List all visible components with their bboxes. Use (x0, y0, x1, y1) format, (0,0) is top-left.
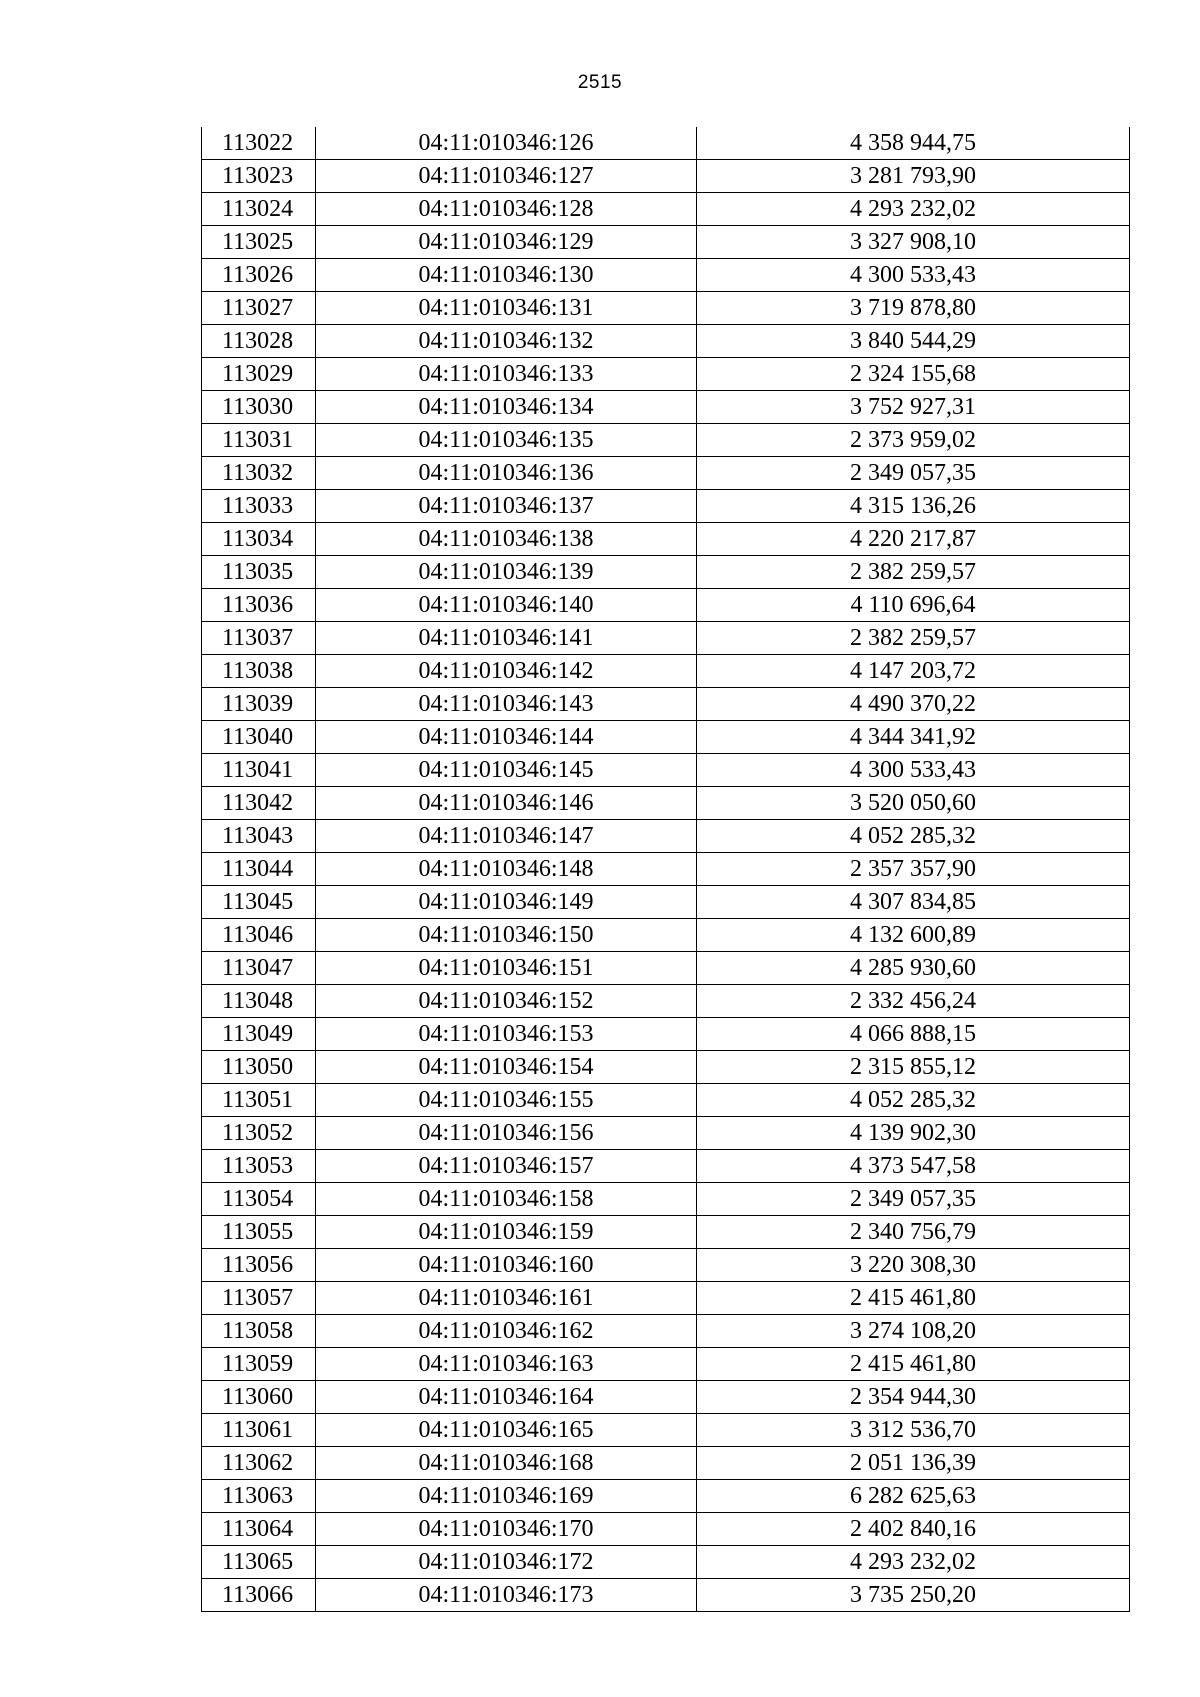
row-number-cell: 113032 (202, 457, 316, 490)
row-number-cell: 113024 (202, 193, 316, 226)
cadastral-number-cell: 04:11:010346:163 (316, 1348, 697, 1381)
cadastral-value-cell: 2 349 057,35 (697, 1183, 1130, 1216)
cadastral-value-cell: 2 354 944,30 (697, 1381, 1130, 1414)
cadastral-number-cell: 04:11:010346:159 (316, 1216, 697, 1249)
cadastral-number-cell: 04:11:010346:126 (316, 127, 697, 160)
table-row (202, 688, 1130, 721)
table-row (202, 1150, 1130, 1183)
table-row (202, 226, 1130, 259)
table-row (202, 457, 1130, 490)
cadastral-number-cell: 04:11:010346:142 (316, 655, 697, 688)
table-row (202, 787, 1130, 820)
cadastral-value-cell: 3 274 108,20 (697, 1315, 1130, 1348)
cadastral-number-cell: 04:11:010346:139 (316, 556, 697, 589)
cadastral-value-cell: 4 300 533,43 (697, 259, 1130, 292)
cadastral-value-cell: 4 307 834,85 (697, 886, 1130, 919)
cadastral-value-cell: 3 312 536,70 (697, 1414, 1130, 1447)
cadastral-value-cell: 4 139 902,30 (697, 1117, 1130, 1150)
row-number-cell: 113047 (202, 952, 316, 985)
cadastral-number-cell: 04:11:010346:134 (316, 391, 697, 424)
cadastral-value-cell: 4 490 370,22 (697, 688, 1130, 721)
row-number-cell: 113022 (202, 127, 316, 160)
cadastral-value-cell: 4 110 696,64 (697, 589, 1130, 622)
row-number-cell: 113023 (202, 160, 316, 193)
row-number-cell: 113062 (202, 1447, 316, 1480)
cadastral-number-cell: 04:11:010346:149 (316, 886, 697, 919)
table-row (202, 358, 1130, 391)
table-row (202, 127, 1130, 160)
row-number-cell: 113060 (202, 1381, 316, 1414)
cadastral-number-cell: 04:11:010346:157 (316, 1150, 697, 1183)
cadastral-number-cell: 04:11:010346:128 (316, 193, 697, 226)
row-number-cell: 113059 (202, 1348, 316, 1381)
row-number-cell: 113027 (202, 292, 316, 325)
cadastral-value-cell: 3 719 878,80 (697, 292, 1130, 325)
row-number-cell: 113035 (202, 556, 316, 589)
row-number-cell: 113031 (202, 424, 316, 457)
row-number-cell: 113048 (202, 985, 316, 1018)
cadastral-value-cell: 3 220 308,30 (697, 1249, 1130, 1282)
cadastral-number-cell: 04:11:010346:148 (316, 853, 697, 886)
cadastral-value-cell: 3 752 927,31 (697, 391, 1130, 424)
row-number-cell: 113039 (202, 688, 316, 721)
table-row (202, 1084, 1130, 1117)
cadastral-number-cell: 04:11:010346:170 (316, 1513, 697, 1546)
table-row (202, 391, 1130, 424)
row-number-cell: 113065 (202, 1546, 316, 1579)
table-row (202, 1216, 1130, 1249)
table-row (202, 1513, 1130, 1546)
cadastral-number-cell: 04:11:010346:151 (316, 952, 697, 985)
cadastral-value-cell: 4 052 285,32 (697, 1084, 1130, 1117)
row-number-cell: 113064 (202, 1513, 316, 1546)
cadastral-number-cell: 04:11:010346:130 (316, 259, 697, 292)
cadastral-value-cell: 4 132 600,89 (697, 919, 1130, 952)
cadastral-value-cell: 4 052 285,32 (697, 820, 1130, 853)
cadastral-number-cell: 04:11:010346:168 (316, 1447, 697, 1480)
table-row (202, 292, 1130, 325)
table-row (202, 1282, 1130, 1315)
table-row (202, 1579, 1130, 1612)
table-row (202, 589, 1130, 622)
cadastral-number-cell: 04:11:010346:145 (316, 754, 697, 787)
table-row (202, 754, 1130, 787)
page-number: 2515 (577, 72, 623, 93)
cadastral-number-cell: 04:11:010346:138 (316, 523, 697, 556)
table-row (202, 1018, 1130, 1051)
table-row (202, 490, 1130, 523)
row-number-cell: 113026 (202, 259, 316, 292)
cadastral-value-cell: 2 324 155,68 (697, 358, 1130, 391)
row-number-cell: 113030 (202, 391, 316, 424)
cadastral-value-cell: 4 220 217,87 (697, 523, 1130, 556)
table-row (202, 523, 1130, 556)
cadastral-number-cell: 04:11:010346:137 (316, 490, 697, 523)
cadastral-number-cell: 04:11:010346:135 (316, 424, 697, 457)
cadastral-number-cell: 04:11:010346:172 (316, 1546, 697, 1579)
row-number-cell: 113061 (202, 1414, 316, 1447)
row-number-cell: 113063 (202, 1480, 316, 1513)
cadastral-number-cell: 04:11:010346:152 (316, 985, 697, 1018)
row-number-cell: 113051 (202, 1084, 316, 1117)
table-row (202, 1447, 1130, 1480)
cadastral-number-cell: 04:11:010346:173 (316, 1579, 697, 1612)
table-row (202, 1315, 1130, 1348)
row-number-cell: 113052 (202, 1117, 316, 1150)
cadastral-number-cell: 04:11:010346:141 (316, 622, 697, 655)
cadastral-value-cell: 4 315 136,26 (697, 490, 1130, 523)
cadastral-number-cell: 04:11:010346:169 (316, 1480, 697, 1513)
cadastral-value-cell: 2 402 840,16 (697, 1513, 1130, 1546)
table-row (202, 325, 1130, 358)
cadastral-value-table (201, 127, 1130, 1612)
cadastral-value-cell: 4 373 547,58 (697, 1150, 1130, 1183)
cadastral-number-cell: 04:11:010346:165 (316, 1414, 697, 1447)
cadastral-number-cell: 04:11:010346:146 (316, 787, 697, 820)
cadastral-number-cell: 04:11:010346:132 (316, 325, 697, 358)
table-row (202, 1414, 1130, 1447)
cadastral-value-cell: 2 340 756,79 (697, 1216, 1130, 1249)
cadastral-value-cell: 4 300 533,43 (697, 754, 1130, 787)
row-number-cell: 113033 (202, 490, 316, 523)
table-row (202, 853, 1130, 886)
table-row (202, 985, 1130, 1018)
cadastral-number-cell: 04:11:010346:161 (316, 1282, 697, 1315)
table-row (202, 556, 1130, 589)
cadastral-value-cell: 4 285 930,60 (697, 952, 1130, 985)
cadastral-number-cell: 04:11:010346:129 (316, 226, 697, 259)
table-body (202, 127, 1130, 1612)
cadastral-number-cell: 04:11:010346:136 (316, 457, 697, 490)
cadastral-value-cell: 6 282 625,63 (697, 1480, 1130, 1513)
row-number-cell: 113041 (202, 754, 316, 787)
cadastral-number-cell: 04:11:010346:143 (316, 688, 697, 721)
row-number-cell: 113044 (202, 853, 316, 886)
cadastral-value-cell: 2 332 456,24 (697, 985, 1130, 1018)
row-number-cell: 113034 (202, 523, 316, 556)
cadastral-number-cell: 04:11:010346:150 (316, 919, 697, 952)
cadastral-value-cell: 2 382 259,57 (697, 622, 1130, 655)
row-number-cell: 113042 (202, 787, 316, 820)
row-number-cell: 113045 (202, 886, 316, 919)
cadastral-value-cell: 4 358 944,75 (697, 127, 1130, 160)
cadastral-value-cell: 4 066 888,15 (697, 1018, 1130, 1051)
cadastral-number-cell: 04:11:010346:147 (316, 820, 697, 853)
table-row (202, 820, 1130, 853)
row-number-cell: 113029 (202, 358, 316, 391)
table-row (202, 193, 1130, 226)
row-number-cell: 113028 (202, 325, 316, 358)
row-number-cell: 113040 (202, 721, 316, 754)
cadastral-number-cell: 04:11:010346:156 (316, 1117, 697, 1150)
row-number-cell: 113038 (202, 655, 316, 688)
row-number-cell: 113053 (202, 1150, 316, 1183)
row-number-cell: 113066 (202, 1579, 316, 1612)
cadastral-value-cell: 3 840 544,29 (697, 325, 1130, 358)
cadastral-value-cell: 4 147 203,72 (697, 655, 1130, 688)
row-number-cell: 113046 (202, 919, 316, 952)
row-number-cell: 113057 (202, 1282, 316, 1315)
table-row (202, 424, 1130, 457)
cadastral-number-cell: 04:11:010346:158 (316, 1183, 697, 1216)
table-row (202, 259, 1130, 292)
row-number-cell: 113043 (202, 820, 316, 853)
table-row (202, 919, 1130, 952)
cadastral-number-cell: 04:11:010346:133 (316, 358, 697, 391)
cadastral-number-cell: 04:11:010346:127 (316, 160, 697, 193)
table-row (202, 1249, 1130, 1282)
cadastral-value-cell: 3 281 793,90 (697, 160, 1130, 193)
table-row (202, 655, 1130, 688)
table-row (202, 1183, 1130, 1216)
row-number-cell: 113049 (202, 1018, 316, 1051)
table-row (202, 1117, 1130, 1150)
row-number-cell: 113056 (202, 1249, 316, 1282)
cadastral-number-cell: 04:11:010346:144 (316, 721, 697, 754)
table-row (202, 1381, 1130, 1414)
cadastral-value-cell: 4 344 341,92 (697, 721, 1130, 754)
row-number-cell: 113036 (202, 589, 316, 622)
row-number-cell: 113058 (202, 1315, 316, 1348)
cadastral-value-cell: 2 357 357,90 (697, 853, 1130, 886)
cadastral-number-cell: 04:11:010346:162 (316, 1315, 697, 1348)
cadastral-value-cell: 2 315 855,12 (697, 1051, 1130, 1084)
cadastral-number-cell: 04:11:010346:154 (316, 1051, 697, 1084)
cadastral-value-cell: 2 382 259,57 (697, 556, 1130, 589)
row-number-cell: 113037 (202, 622, 316, 655)
row-number-cell: 113054 (202, 1183, 316, 1216)
cadastral-number-cell: 04:11:010346:153 (316, 1018, 697, 1051)
row-number-cell: 113025 (202, 226, 316, 259)
table-row (202, 622, 1130, 655)
table-row (202, 1051, 1130, 1084)
table-row (202, 886, 1130, 919)
table-row (202, 1348, 1130, 1381)
cadastral-value-cell: 3 520 050,60 (697, 787, 1130, 820)
cadastral-value-cell: 2 051 136,39 (697, 1447, 1130, 1480)
row-number-cell: 113050 (202, 1051, 316, 1084)
cadastral-value-cell: 3 327 908,10 (697, 226, 1130, 259)
cadastral-value-cell: 2 415 461,80 (697, 1282, 1130, 1315)
cadastral-number-cell: 04:11:010346:160 (316, 1249, 697, 1282)
cadastral-value-cell: 2 373 959,02 (697, 424, 1130, 457)
cadastral-value-cell: 3 735 250,20 (697, 1579, 1130, 1612)
cadastral-number-cell: 04:11:010346:164 (316, 1381, 697, 1414)
cadastral-number-cell: 04:11:010346:140 (316, 589, 697, 622)
row-number-cell: 113055 (202, 1216, 316, 1249)
cadastral-value-cell: 4 293 232,02 (697, 193, 1130, 226)
cadastral-number-cell: 04:11:010346:131 (316, 292, 697, 325)
table-row (202, 1480, 1130, 1513)
table-row (202, 160, 1130, 193)
cadastral-number-cell: 04:11:010346:155 (316, 1084, 697, 1117)
cadastral-value-cell: 4 293 232,02 (697, 1546, 1130, 1579)
cadastral-value-cell: 2 349 057,35 (697, 457, 1130, 490)
cadastral-value-cell: 2 415 461,80 (697, 1348, 1130, 1381)
table-row (202, 952, 1130, 985)
table-row (202, 721, 1130, 754)
table-row (202, 1546, 1130, 1579)
